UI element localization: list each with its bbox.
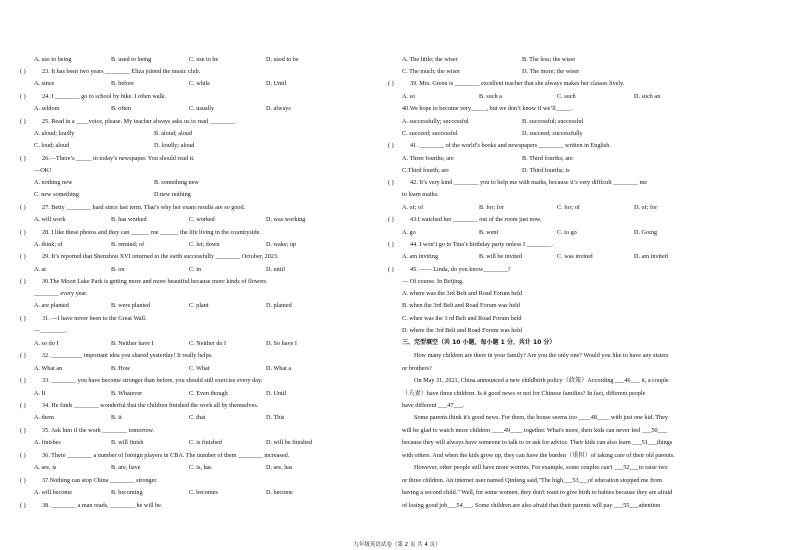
answer-option: A. will become <box>34 489 72 496</box>
answer-option: C. was invited <box>557 253 593 260</box>
question-line <box>20 352 213 360</box>
answer-parenthesis[interactable]: ( ) <box>388 216 394 223</box>
answer-option: A. Three fourths; are <box>402 155 454 162</box>
answer-option: B. before <box>111 80 135 87</box>
question-line <box>20 315 147 323</box>
question-text: 31. —I have never been to the Great Wall. <box>42 315 147 322</box>
question-text: 29. It’s reported that Shenzhou XVI returned to the earth successfully ________ October, 2023. <box>42 253 279 260</box>
question-text: 30.The Moon Lake Park is getting more and more beautiful because more kinds of flowers <box>42 278 267 285</box>
passage-line: will be glad to watch more children ____49____ together. What's more, their kids can never feel ___50___ <box>402 427 667 434</box>
answer-option: A. since <box>34 80 55 87</box>
question-text: 41. ________ of the world’s books and newspapers ________ written in English. <box>410 142 611 149</box>
answer-option: B. used to being <box>111 56 152 63</box>
question-line <box>20 427 154 435</box>
answer-option: B. becoming <box>111 489 143 496</box>
answer-option: A. aloud; loudly <box>34 130 75 137</box>
answer-option: B. The less; the wiser <box>522 56 576 63</box>
answer-option: A. are planted <box>34 302 69 309</box>
answer-option: C. let; down <box>189 241 220 248</box>
answer-option: D. of; for <box>634 204 658 211</box>
answer-option: A. so do I <box>34 340 59 347</box>
answer-option: B. successful; successful <box>522 118 584 125</box>
text-line: —________. <box>34 327 67 334</box>
text-line: C. when was the 3 rd Belt and Road Forum held <box>402 315 522 322</box>
question-text: 25. Read in a ____voice, please. My teacher always asks us to read ________. <box>42 118 236 125</box>
answer-option: C. What <box>189 365 210 372</box>
answer-parenthesis[interactable]: ( ) <box>20 155 26 162</box>
answer-option: C. in <box>189 266 202 273</box>
answer-option: D. wake; up <box>266 241 297 248</box>
answer-option: D. Until <box>266 390 287 397</box>
answer-parenthesis[interactable]: ( ) <box>388 241 394 248</box>
text-line: A. where was the 3rd Belt and Road Forum held <box>402 290 522 297</box>
answer-parenthesis[interactable]: ( ) <box>388 266 394 273</box>
passage-line: or three children. An internet user named Qinfeng said,"The high___53___of education stopped me from <box>402 477 663 484</box>
passage-line: or brothers? <box>402 365 432 372</box>
text-line: — Of course. In Beijing. <box>402 278 464 285</box>
passage-line: have different ___47___. <box>402 402 465 409</box>
answer-option: B. remind; of <box>111 241 145 248</box>
answer-option: C. that <box>189 414 206 421</box>
answer-option: A. so <box>402 93 416 100</box>
question-line <box>388 142 611 150</box>
answer-parenthesis[interactable]: ( ) <box>20 118 26 125</box>
answer-option: D. am invited <box>634 253 668 260</box>
answer-option: C. worked <box>189 216 215 223</box>
answer-option: B. something new <box>154 179 199 186</box>
question-line <box>20 68 200 76</box>
answer-option: D. The more; the wiser <box>522 68 580 75</box>
passage-line: However, other people still have more worries. For example, some couples can't ___52___to raise two <box>414 464 668 471</box>
question-line <box>20 452 289 460</box>
question-line <box>20 155 195 163</box>
section-title: 三、完型填空（共 10 小题，每小题 1 分，共计 10 分） <box>402 339 556 346</box>
answer-option: C. loud; aloud <box>34 142 70 149</box>
answer-option: B. went <box>479 229 499 236</box>
answer-option: B. Whatever <box>111 390 143 397</box>
answer-option: A. nothing new <box>34 179 73 186</box>
answer-option: C.Third fourth; are <box>402 167 449 174</box>
question-line <box>20 402 258 410</box>
answer-option: B. will finish <box>111 439 144 446</box>
answer-option: A. successfully; successful <box>402 118 469 125</box>
answer-option: C. such <box>557 93 576 100</box>
answer-option: D. until <box>266 266 285 273</box>
answer-parenthesis[interactable]: ( ) <box>20 253 26 260</box>
answer-parenthesis[interactable]: ( ) <box>20 427 26 434</box>
answer-option: B. will be invited <box>479 253 522 260</box>
answer-option: A. them <box>34 414 54 421</box>
question-line <box>20 229 261 237</box>
answer-option: C. is finished <box>189 439 222 446</box>
question-text: 24. I ________ go to school by bike. I often walk. <box>42 93 166 100</box>
question-text: 35. Ask him if the work ________ tomorrow. <box>42 427 155 434</box>
answer-parenthesis[interactable]: ( ) <box>388 179 394 186</box>
question-line <box>388 266 511 274</box>
answer-option: A. are, is <box>34 464 57 471</box>
answer-option: C. succeed; successful <box>402 130 458 137</box>
question-text: 45. —— Linda, do you know________? <box>410 266 511 273</box>
answer-option: D.new nothing <box>154 191 191 198</box>
answer-option: D. So have I <box>266 340 297 347</box>
text-line: B. when the 3rd Belt and Road Forum was held <box>402 302 520 309</box>
answer-option: A. use to being <box>34 56 72 63</box>
answer-option: D. was working <box>266 216 306 223</box>
question-text: 38. ________ a man reads, ________ he will be. <box>42 502 163 509</box>
answer-parenthesis[interactable]: ( ) <box>20 315 26 322</box>
question-line <box>20 477 158 485</box>
answer-option: C. for; of <box>557 204 580 211</box>
question-line <box>20 118 236 126</box>
answer-parenthesis[interactable]: ( ) <box>20 352 26 359</box>
question-line <box>388 179 647 187</box>
question-text: 26.—There’s _____ in today’s newspaper. You should read it. <box>42 155 195 162</box>
question-line <box>20 278 267 286</box>
answer-parenthesis[interactable]: ( ) <box>20 477 26 484</box>
passage-line: On May 31, 2021, China announced a new childbirth policy（政策）According ___46___ it, a couple <box>414 377 669 384</box>
question-line <box>20 204 245 212</box>
question-line <box>20 93 166 101</box>
passage-line: having a second child." Well, for some women, they don't want to give birth to babies because they are afraid <box>402 489 673 496</box>
passage-line: of losing good job___54___. Some children are also afraid that their parents will pay ___55___attention <box>402 502 661 509</box>
answer-parenthesis[interactable]: ( ) <box>20 68 26 75</box>
text-line: —OK! <box>34 167 52 174</box>
page-footer: 九年级英语试卷（第 2 页 共 4 页） <box>353 542 441 548</box>
answer-option: D. Going <box>634 229 658 236</box>
question-text: 44. I won’t go to Tina’s birthday party unless I ________. <box>410 241 553 248</box>
question-line <box>20 253 279 261</box>
answer-option: D. What a <box>266 365 292 372</box>
answer-option: D. Until <box>266 80 287 87</box>
answer-option: C. Neither do I <box>189 340 227 347</box>
answer-option: B. are, have <box>111 464 141 471</box>
passage-line: How many children are there in your family? Are you the only one? Would you like to have any sisters <box>414 352 669 359</box>
answer-option: B. often <box>111 105 131 112</box>
answer-option: B. such a <box>479 93 502 100</box>
passage-line: because they will always have someone to talk to or ask for advice. Their kids can also learn ___51___things <box>402 439 673 446</box>
answer-parenthesis[interactable]: ( ) <box>20 229 26 236</box>
question-line <box>388 216 541 224</box>
answer-option: B. has worked <box>111 216 147 223</box>
answer-option: D. loudly; aloud <box>154 142 195 149</box>
answer-parenthesis[interactable]: ( ) <box>20 452 26 459</box>
answer-parenthesis[interactable]: ( ) <box>388 142 394 149</box>
answer-option: A. The little; the wiser <box>402 56 458 63</box>
question-line <box>388 80 624 88</box>
answer-option: B. How <box>111 365 131 372</box>
answer-option: B. it <box>111 414 122 421</box>
answer-parenthesis[interactable]: ( ) <box>20 204 26 211</box>
answer-option: C. is, has <box>189 464 212 471</box>
answer-option: D. Third fourths; is <box>522 167 570 174</box>
passage-line: （夫妻）have three children. Is it good news or not for Chinese families? In fact, different people <box>402 390 646 397</box>
answer-option: A. finishes <box>34 439 61 446</box>
answer-option: C. usually <box>189 105 215 112</box>
answer-parenthesis[interactable]: ( ) <box>20 377 26 384</box>
question-text: 39. Mrs. Green is ________ excellent teacher that she always makes her classes lively. <box>410 80 625 87</box>
answer-option: D. planted <box>266 302 292 309</box>
question-text: 23. It has been two years ________ Eliza joined the music club. <box>42 68 201 75</box>
question-text: 33. ________ you have become stronger than before, you should still exercise every day. <box>42 377 263 384</box>
answer-option: D. always <box>266 105 291 112</box>
question-text: 32. __________ important idea you shared yesterday! It really helps. <box>42 352 213 359</box>
text-line: 40.We hope to become very_____, but we don’t know if we’ll_____. <box>402 105 573 112</box>
answer-option: A. am inviting <box>402 253 438 260</box>
answer-option: A. think; of <box>34 241 63 248</box>
answer-option: C. becomes <box>189 489 218 496</box>
question-line <box>20 377 262 385</box>
answer-option: C. The much; the wiser <box>402 68 460 75</box>
answer-option: C. new something <box>34 191 79 198</box>
question-text: 37.Nothing can stop China ________ stronger. <box>42 477 158 484</box>
answer-parenthesis[interactable]: ( ) <box>20 93 26 100</box>
answer-option: A. seldom <box>34 105 60 112</box>
answer-option: A. What an <box>34 365 63 372</box>
answer-option: B. were planted <box>111 302 151 309</box>
question-text: 42. It’s very kind ________ you to help me with maths, because it’s very difficult ________ me <box>410 179 648 186</box>
answer-option: A. will work <box>34 216 66 223</box>
answer-option: A. go <box>402 229 416 236</box>
answer-option: B. for; for <box>479 204 504 211</box>
answer-option: B. on <box>111 266 125 273</box>
answer-option: A. If <box>34 390 46 397</box>
answer-option: D. succeed; successfully <box>522 130 583 137</box>
text-line: ________ every year. <box>34 290 88 297</box>
answer-option: B. Third fourths; are <box>522 155 573 162</box>
answer-option: A. of; of <box>402 204 424 211</box>
answer-option: C. plant <box>189 302 209 309</box>
answer-option: D. such an <box>634 93 661 100</box>
answer-option: C. while <box>189 80 210 87</box>
passage-line: Some parents think it's good news. For them, the house seems too ____48____ with just one kid. They <box>414 414 668 421</box>
question-line <box>388 241 553 249</box>
answer-option: D. will be finished <box>266 439 313 446</box>
answer-option: B. Neither have I <box>111 340 154 347</box>
answer-option: C. use to be <box>189 56 219 63</box>
question-text: 27. Betty ________ hard since last term. That’s why her exam results are so good. <box>42 204 246 211</box>
text-line: to learn maths. <box>402 191 439 198</box>
answer-option: D. This <box>266 414 285 421</box>
question-text: 43.I watched her ________ out of the room just now. <box>410 216 542 223</box>
answer-parenthesis[interactable]: ( ) <box>388 80 394 87</box>
answer-option: D. are, has <box>266 464 293 471</box>
answer-option: C. to go <box>557 229 577 236</box>
answer-option: D. become <box>266 489 293 496</box>
question-text: 36. There ________ a number of foreign players in CBA. The number of them ________ increased. <box>42 452 290 459</box>
answer-parenthesis[interactable]: ( ) <box>20 278 26 285</box>
answer-parenthesis[interactable]: ( ) <box>20 402 26 409</box>
answer-option: A. at <box>34 266 47 273</box>
answer-option: C. Even though <box>189 390 228 397</box>
passage-line: with others. And when the kids grow up, they can have the burden（重担）of taking care of their old parents. <box>402 452 675 459</box>
question-line <box>20 502 162 510</box>
answer-option: B. aloud; aloud <box>154 130 192 137</box>
question-text: 28. I like these photos and they can ______ me ______ the life living in the countryside. <box>42 229 261 236</box>
answer-parenthesis[interactable]: ( ) <box>20 502 26 509</box>
text-line: D. where the 3rd Belt and Road Forum was held <box>402 327 522 334</box>
question-text: 34. He finds ________ wonderful that the children finished the work all by themselves. <box>42 402 259 409</box>
answer-option: D. used to be <box>266 56 299 63</box>
